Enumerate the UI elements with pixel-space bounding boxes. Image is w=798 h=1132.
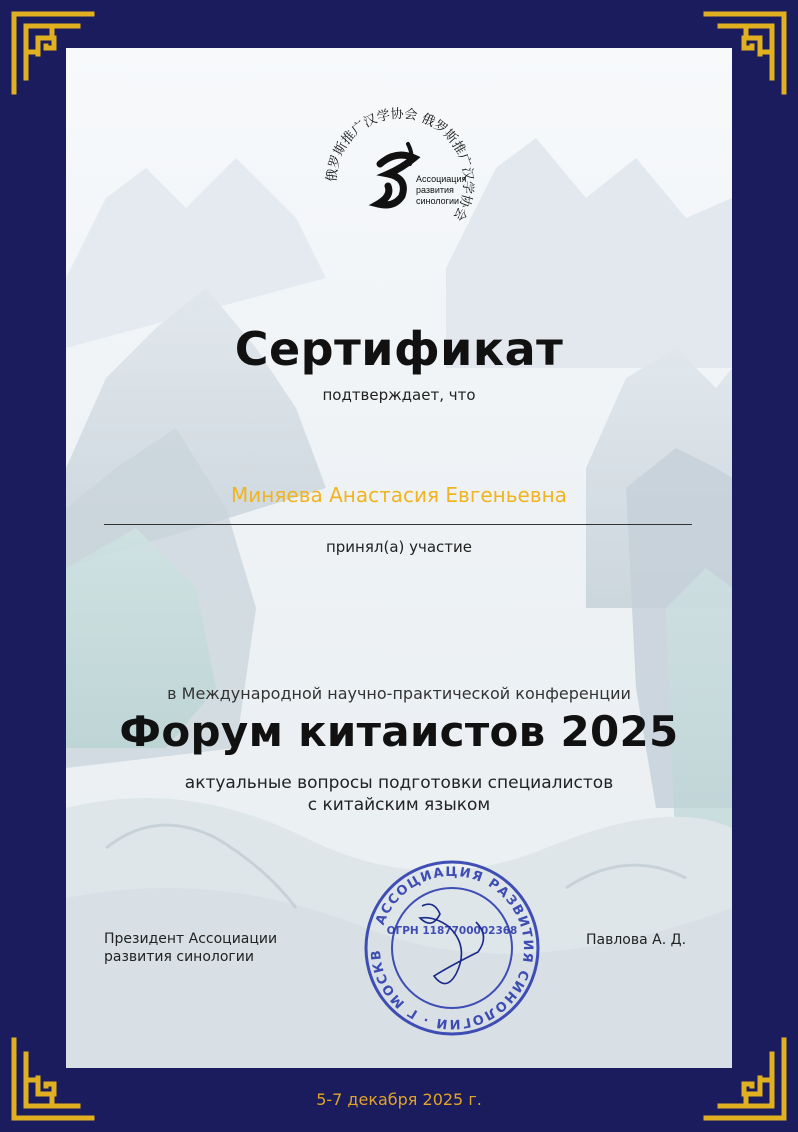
- logo-ring-text: 俄罗斯推广汉学协会 俄罗斯推广汉学协会: [324, 106, 476, 223]
- official-stamp: [360, 856, 544, 1040]
- president-line1: Президент Ассоциации: [104, 931, 278, 947]
- signer-name: Павлова А. Д.: [586, 932, 687, 948]
- president-title: [104, 930, 344, 966]
- association-logo: [322, 104, 478, 260]
- subtitle-line2: с китайским языком: [307, 795, 491, 815]
- certificate-title: Сертификат: [234, 322, 564, 376]
- confirms-text: подтверждает, что: [322, 386, 476, 404]
- forum-name: Форум китаистов 2025: [119, 707, 679, 756]
- conference-intro: в Международной научно-практической конференции: [167, 684, 631, 703]
- subtitle-line1: актуальные вопросы подготовки специалистов: [184, 773, 614, 793]
- logo-line1: Ассоциация: [416, 174, 467, 184]
- forum-subtitle: [0, 772, 798, 816]
- stamp-ring-text: АССОЦИАЦИЯ РАЗВИТИЯ СИНОЛОГИИ · Г МОСКВ: [368, 864, 536, 1032]
- event-date: 5-7 декабря 2025 г.: [316, 1090, 482, 1109]
- signature: [420, 904, 484, 983]
- participated-text: принял(а) участие: [325, 538, 473, 556]
- logo-line3: синологии: [416, 196, 460, 206]
- logo-line2: развития: [416, 185, 454, 195]
- recipient-name: Миняева Анастасия Евгеньевна: [231, 483, 567, 507]
- stamp-ogrn: ОГРН 1187700002368: [386, 925, 518, 937]
- name-underline: [104, 524, 692, 525]
- president-line2: развития синологии: [104, 949, 254, 965]
